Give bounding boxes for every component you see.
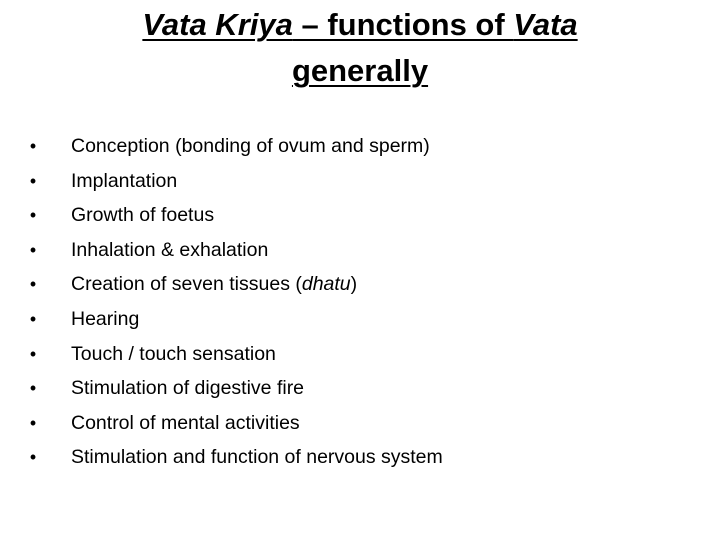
- bullet-icon: •: [29, 205, 37, 226]
- title-vata: Vata: [513, 7, 578, 42]
- bullet-icon: •: [29, 239, 37, 260]
- list-item-text-italic: dhatu: [301, 273, 351, 296]
- list-item-text: [71, 267, 357, 302]
- bullet-icon: •: [29, 378, 37, 399]
- list-item-text: Stimulation of digestive fire: [71, 377, 305, 400]
- bullet-icon: •: [29, 274, 37, 295]
- list-item-text-before: Creation of seven tissues (: [71, 273, 302, 296]
- list-item-text: Stimulation and function of nervous system: [71, 446, 443, 469]
- title-vata-kriya: Vata Kriya: [142, 7, 293, 42]
- list-item-text-after: ): [350, 273, 358, 296]
- bullet-icon: •: [29, 447, 37, 468]
- bullet-icon: •: [29, 170, 37, 191]
- list-item-text: Hearing: [71, 307, 140, 330]
- list-item-text: Conception (bonding of ovum and sperm): [71, 135, 430, 157]
- slide-title: [60, 2, 660, 94]
- list-item-text: Implantation: [71, 169, 178, 192]
- list-item-text: Control of mental activities: [71, 411, 300, 434]
- title-generally: generally: [291, 53, 429, 88]
- bullet-icon: •: [29, 343, 37, 364]
- list-item-text: Inhalation & exhalation: [71, 238, 269, 261]
- title-middle: – functions of: [292, 7, 514, 42]
- bullet-icon: •: [29, 412, 37, 433]
- bullet-icon: •: [29, 136, 37, 156]
- bullet-icon: •: [29, 308, 37, 329]
- list-item-text: Touch / touch sensation: [71, 342, 276, 365]
- list-item-text: Growth of foetus: [71, 204, 215, 227]
